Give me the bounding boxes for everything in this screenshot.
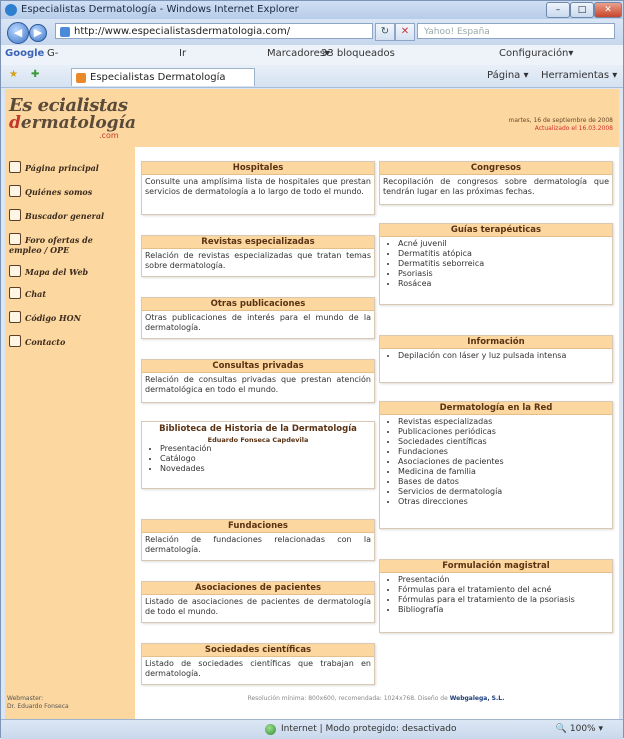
box-fundaciones	[141, 519, 375, 561]
red-list	[380, 417, 612, 507]
minimize-button[interactable]: –	[546, 2, 570, 18]
box-title-wrap	[142, 422, 374, 442]
tab-icon	[76, 73, 86, 83]
list-item[interactable]: • Presentación	[398, 575, 612, 585]
box-title[interactable]: Revistas especializadas	[142, 236, 374, 249]
forum-icon	[9, 233, 21, 245]
biblioteca-list	[142, 444, 374, 474]
nav-label: Chat	[25, 289, 47, 299]
box-title[interactable]: Dermatología en la Red	[380, 402, 612, 415]
zoom-level: 100%	[569, 724, 596, 734]
list-item[interactable]: • Servicios de dermatología	[398, 487, 612, 497]
webmaster-label: Webmaster:	[7, 695, 44, 702]
list-item[interactable]: • Dermatitis atópica	[398, 249, 612, 259]
box-text: Relación de revistas especializadas que tratan temas sobre dermatología.	[145, 251, 371, 270]
magnifier-icon	[9, 209, 21, 221]
nav-mapa-web[interactable]	[9, 265, 88, 277]
box-informacion	[379, 335, 613, 383]
site-logo-com: .com	[99, 131, 119, 140]
refresh-button[interactable]: ↻	[375, 23, 395, 41]
zoom-control[interactable]: 🔍 100% ▾	[555, 724, 603, 734]
nav-label: Mapa del Web	[25, 267, 89, 277]
nav-chat[interactable]	[9, 287, 46, 299]
search-box[interactable]	[417, 23, 615, 39]
list-item[interactable]: • Acné juvenil	[398, 239, 612, 249]
google-toolbar	[1, 45, 623, 66]
box-title[interactable]: Fundaciones	[142, 520, 374, 533]
box-sociedades	[141, 643, 375, 685]
nav-label: Código HON	[25, 313, 81, 323]
guias-list	[380, 239, 612, 289]
chat-icon	[9, 287, 21, 299]
box-text: Relación de consultas privadas que prestan atención dermatológica en todo el mundo.	[145, 375, 371, 394]
box-title[interactable]: Biblioteca de Historia de la Dermatología	[159, 424, 357, 434]
browser-tab[interactable]	[71, 68, 255, 86]
nav-contacto[interactable]	[9, 335, 65, 347]
tab-title: Especialistas Dermatología	[90, 72, 226, 83]
formulacion-list	[380, 575, 612, 615]
box-guias	[379, 223, 613, 305]
nav-label: Página principal	[25, 163, 99, 173]
address-text: http://www.especialistasdermatologia.com/	[74, 26, 291, 37]
ie-icon	[5, 4, 17, 16]
marcadores-button[interactable]: Marcadores▾	[267, 48, 331, 59]
list-item[interactable]: • Asociaciones de pacientes	[398, 457, 612, 467]
footer-text: Resolución mínima: 800x600, recomendada: 1024x768. Diseño de	[247, 695, 448, 702]
box-text: Otras publicaciones de interés para el mundo de la dermatología.	[145, 313, 371, 332]
list-item[interactable]: • Novedades	[160, 464, 374, 474]
status-text: Internet | Modo protegido: desactivado	[281, 724, 457, 734]
box-hospitales	[141, 161, 375, 215]
list-item[interactable]: • Presentación	[160, 444, 374, 454]
webmaster-name[interactable]: Dr. Eduardo Fonseca	[7, 703, 69, 710]
webmaster-info	[7, 695, 69, 711]
list-item[interactable]: • Depilación con láser y luz pulsada intensa	[398, 351, 612, 361]
box-biblioteca	[141, 421, 375, 489]
stop-button[interactable]: ✕	[395, 23, 415, 41]
globe-icon	[265, 724, 276, 735]
box-congresos	[379, 161, 613, 205]
nav-buscador-general[interactable]	[9, 209, 104, 221]
page-footer	[141, 695, 611, 702]
box-revistas	[141, 235, 375, 277]
search-placeholder: Yahoo! España	[424, 27, 490, 37]
map-icon	[9, 265, 21, 277]
list-item[interactable]: • Catálogo	[160, 454, 374, 464]
google-ir-button[interactable]: Ir	[179, 48, 187, 59]
list-item[interactable]: • Fórmulas para el tratamiento de la psoriasis	[398, 595, 612, 605]
list-item[interactable]: • Otras direcciones	[398, 497, 612, 507]
page-menu[interactable]: Página ▾	[487, 70, 529, 81]
site-logo-line2-text: ermatología	[20, 113, 137, 133]
list-item[interactable]: • Medicina de familia	[398, 467, 612, 477]
hon-icon	[9, 311, 21, 323]
nav-pagina-principal[interactable]	[9, 161, 99, 173]
list-item[interactable]: • Fórmulas para el tratamiento del acné	[398, 585, 612, 595]
nav-label: Quiénes somos	[25, 187, 93, 197]
date-text: martes, 16 de septiembre de 2008	[508, 117, 613, 124]
nav-codigo-hon[interactable]	[9, 311, 81, 323]
updated-text: Actualizado el 16.03.2008	[534, 125, 613, 132]
box-title[interactable]: Guías terapéuticas	[380, 224, 612, 237]
people-icon	[9, 185, 21, 197]
list-item[interactable]: • Revistas especializadas	[398, 417, 612, 427]
forward-button[interactable]: ▶	[29, 24, 47, 42]
favorites-row	[1, 65, 623, 88]
box-text: Recopilación de congresos sobre dermatología que tendrán lugar en las próximas fechas.	[383, 177, 609, 196]
informacion-list	[380, 351, 612, 361]
box-otras-publicaciones	[141, 297, 375, 339]
nav-label: Buscador general	[25, 211, 105, 221]
box-title[interactable]: Otras publicaciones	[142, 298, 374, 311]
box-title[interactable]: Consultas privadas	[142, 360, 374, 373]
list-item[interactable]: • Fundaciones	[398, 447, 612, 457]
box-text: Consulte una amplísima lista de hospitales que prestan servicios de dermatología a lo largo de todo el mundo.	[145, 177, 371, 196]
header-band	[135, 89, 619, 147]
list-item[interactable]: • Psoriasis	[398, 269, 612, 279]
address-bar[interactable]	[55, 23, 373, 39]
footer-brand-link[interactable]: Webgalega, S.L.	[449, 695, 505, 702]
google-g-button[interactable]: G-	[47, 48, 59, 59]
box-text: Relación de fundaciones relacionadas con la dermatología.	[145, 535, 371, 554]
status-bar	[1, 719, 623, 739]
box-dermatologia-red	[379, 401, 613, 529]
back-button[interactable]: ◀	[7, 22, 29, 44]
box-text: Listado de asociaciones de pacientes de dermatología de todo el mundo.	[145, 597, 371, 616]
favorites-star-icon[interactable]: ★	[9, 69, 18, 80]
sidebar	[5, 89, 135, 719]
box-text: Listado de sociedades científicas que trabajan en dermatología.	[145, 659, 371, 678]
box-asociaciones	[141, 581, 375, 623]
box-formulacion	[379, 559, 613, 633]
mail-icon	[9, 335, 21, 347]
box-title[interactable]: Formulación magistral	[380, 560, 612, 573]
box-consultas-privadas	[141, 359, 375, 403]
list-item[interactable]: • Bases de datos	[398, 477, 612, 487]
maximize-button[interactable]: □	[570, 2, 594, 18]
nav-label: Contacto	[25, 337, 66, 347]
add-favorites-icon[interactable]: ✚	[31, 69, 40, 80]
bloqueados-button[interactable]: 33 bloqueados	[321, 48, 395, 59]
box-subtitle: Eduardo Fonseca Capdevila	[207, 436, 309, 444]
configuracion-button[interactable]: Configuración▾	[499, 48, 574, 59]
list-item[interactable]: • Publicaciones periódicas	[398, 427, 612, 437]
list-item[interactable]: • Rosácea	[398, 279, 612, 289]
google-logo: Google	[5, 48, 45, 59]
title-bar	[1, 1, 623, 19]
box-title[interactable]: Hospitales	[142, 162, 374, 175]
page-viewport	[5, 89, 619, 719]
list-item[interactable]: • Sociedades científicas	[398, 437, 612, 447]
address-row	[1, 19, 623, 45]
page-icon	[60, 27, 70, 37]
site-logo-line1[interactable]: Es ecialistas	[9, 95, 128, 116]
site-logo-line2[interactable]: dermatología	[9, 113, 137, 133]
window-title: Especialistas Dermatología - Windows Internet Explorer	[21, 4, 299, 15]
nav-foro-ofertas[interactable]	[9, 233, 127, 255]
box-title[interactable]: Sociedades científicas	[142, 644, 374, 657]
close-button[interactable]: ✕	[594, 2, 622, 18]
list-item[interactable]: • Dermatitis seborreica	[398, 259, 612, 269]
home-icon	[9, 161, 21, 173]
box-title[interactable]: Información	[380, 336, 612, 349]
tools-menu[interactable]: Herramientas ▾	[541, 70, 618, 81]
box-title[interactable]: Asociaciones de pacientes	[142, 582, 374, 595]
nav-label: Foro ofertas de empleo / OPE	[9, 235, 93, 255]
box-title[interactable]: Congresos	[380, 162, 612, 175]
list-item[interactable]: • Bibliografía	[398, 605, 612, 615]
nav-quienes-somos[interactable]	[9, 185, 92, 197]
